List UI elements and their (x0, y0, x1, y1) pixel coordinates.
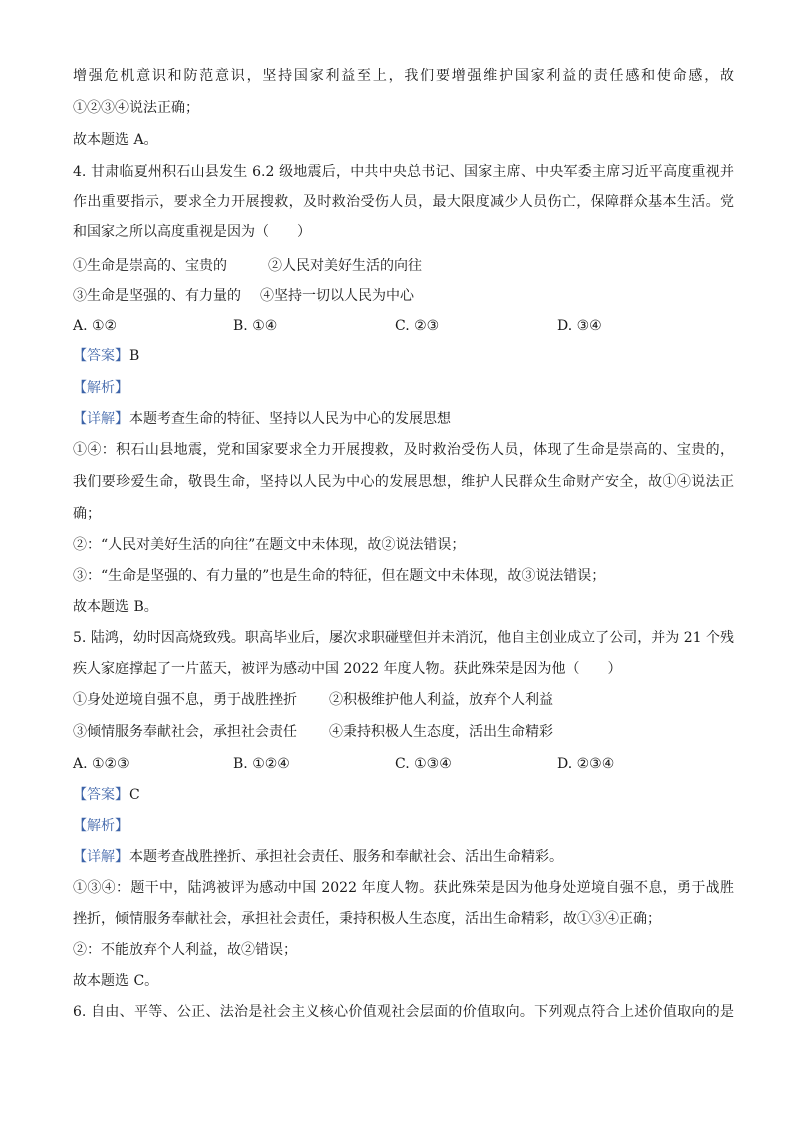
q5-explanation-line: 挫折，倾情服务奉献社会，承担社会责任，秉持积极人生态度，活出生命精彩，故①③④正确； (73, 911, 661, 927)
q4-option: ①生命是崇高的、宝贵的 (73, 258, 227, 274)
q5-choices (73, 754, 734, 774)
q5-choice-c: C. ①③④ (395, 756, 452, 772)
q5-choice-b: B. ①②④ (233, 756, 290, 772)
q4-explanation-line: ③：“生命是坚强的、有力量的”也是生命的特征，但在题文中未体现，故③说法错误； (73, 568, 606, 584)
q3-explanation-line: ①②③④说法正确； (73, 100, 199, 116)
detail-label: 【详解】 (73, 411, 129, 427)
q5-option: ②积极维护他人利益，放弃个人利益 (329, 692, 553, 708)
answer-label: 【答案】 (73, 787, 129, 803)
q5-stem: 5. 陆鸿，幼时因高烧致残。职高毕业后，屡次求职碰壁但并未消沉，他自主创业成立了公司，并为 21 个残 (73, 630, 734, 646)
detail-label: 【详解】 (73, 849, 129, 865)
q6-stem: 6. 自由、平等、公正、法治是社会主义核心价值观社会层面的价值取向。下列观点符合上述价值取向的是 (73, 1004, 734, 1020)
q4-explanation-line: ①④：积石山县地震，党和国家要求全力开展搜救，及时救治受伤人员，体现了生命是崇高的、宝贵的， (73, 442, 734, 458)
q4-choice-a: A. ①② (73, 318, 118, 334)
q4-stem: 作出重要指示，要求全力开展搜救，及时救治受伤人员，最大限度减少人员伤亡，保障群众基本生活。党 (73, 194, 734, 210)
q4-choices (73, 316, 734, 336)
q5-options-row (73, 690, 734, 710)
q4-option: ②人民对美好生活的向往 (268, 258, 422, 274)
q4-choice-c: C. ②③ (395, 318, 440, 334)
q3-explanation-line: 增强危机意识和防范意识，坚持国家利益至上，我们要增强维护国家利益的责任感和使命感，故 (73, 68, 734, 84)
q4-explanation-line: 我们要珍爱生命，敬畏生命，坚持以人民为中心的发展思想，维护人民群众生命财产安全，故①④说法正 (73, 474, 734, 490)
q5-option: ①身处逆境自强不息，勇于战胜挫折 (73, 692, 297, 708)
q4-detail (73, 409, 734, 429)
q5-analysis-label (73, 816, 734, 836)
q4-choice-d: D. ③④ (557, 318, 602, 334)
q3-conclusion: 故本题选 A。 (73, 132, 158, 148)
q5-option: ③倾情服务奉献社会，承担社会责任 (73, 724, 297, 740)
analysis-label: 【解析】 (73, 380, 129, 396)
answer-label: 【答案】 (73, 348, 129, 364)
q4-stem: 和国家之所以高度重视是因为（ ） (73, 224, 311, 240)
q4-option: ④坚持一切以人民为中心 (260, 288, 414, 304)
q5-stem: 疾人家庭撑起了一片蓝天，被评为感动中国 2022 年度人物。获此殊荣是因为他（ ） (73, 661, 622, 677)
analysis-label: 【解析】 (73, 818, 129, 834)
answer-value: B (129, 348, 140, 364)
q4-explanation-line: 确； (73, 506, 101, 522)
q5-options-row (73, 722, 734, 742)
detail-text: 本题考查生命的特征、坚持以人民为中心的发展思想 (129, 411, 451, 427)
q4-option: ③生命是坚强的、有力量的 (73, 288, 241, 304)
q4-options-row (73, 286, 734, 306)
q5-choice-a: A. ①②③ (73, 756, 130, 772)
answer-value: C (129, 787, 140, 803)
q5-conclusion: 故本题选 C。 (73, 973, 159, 989)
q5-option: ④秉持积极人生态度，活出生命精彩 (329, 724, 553, 740)
q4-explanation-line: ②：“人民对美好生活的向往”在题文中未体现，故②说法错误； (73, 537, 466, 553)
q4-stem: 4. 甘肃临夏州积石山县发生 6.2 级地震后，中共中央总书记、国家主席、中央军委主席习近平高度重视并 (73, 164, 734, 180)
q4-options-row (73, 256, 734, 276)
q5-explanation-line: ①③④：题干中，陆鸿被评为感动中国 2022 年度人物。获此殊荣是因为他身处逆境自强不息，勇于战胜 (73, 880, 734, 896)
q5-explanation-line: ②：不能放弃个人利益，故②错误； (73, 942, 297, 958)
q5-choice-d: D. ②③④ (557, 756, 615, 772)
q4-analysis-label (73, 378, 734, 398)
q5-detail (73, 847, 734, 867)
q4-choice-b: B. ①④ (233, 318, 278, 334)
q4-conclusion: 故本题选 B。 (73, 599, 158, 615)
q4-answer (73, 346, 734, 366)
q5-answer (73, 785, 734, 805)
detail-text: 本题考查战胜挫折、承担社会责任、服务和奉献社会、活出生命精彩。 (129, 849, 563, 865)
